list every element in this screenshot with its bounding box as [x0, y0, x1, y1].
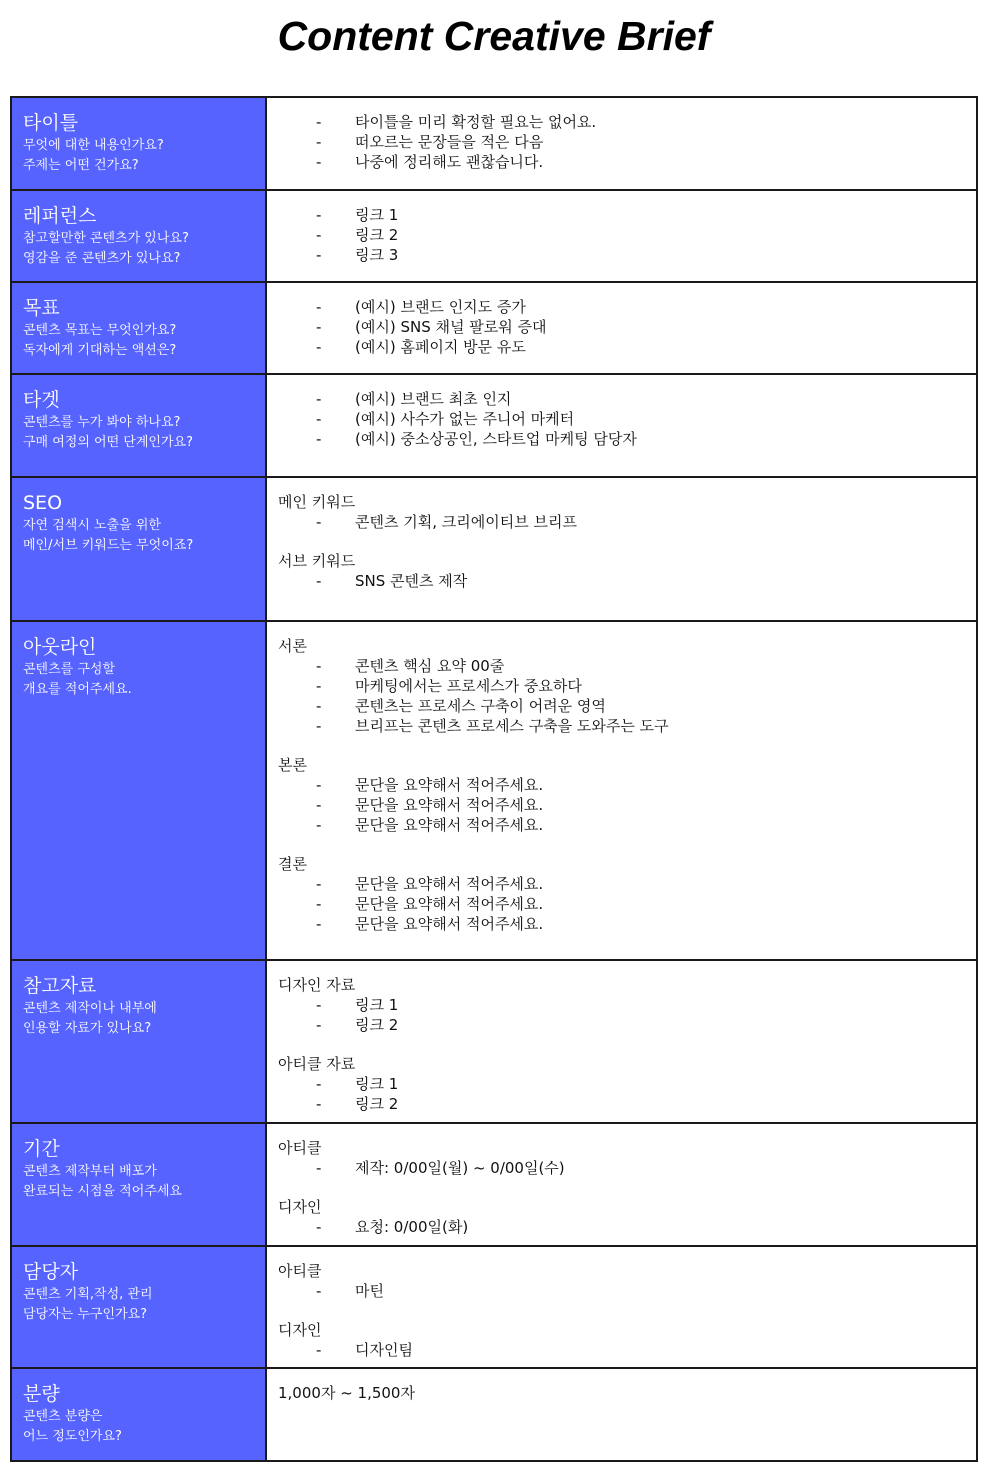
bullet-item: - 콘텐츠는 프로세스 구축이 어려운 영역 — [316, 697, 606, 715]
bullet-item: - (예시) 브랜드 최초 인지 — [316, 390, 512, 408]
row-reference — [11, 190, 977, 282]
group-title: 아티클 — [278, 1262, 322, 1280]
group-title: 디자인 — [278, 1198, 322, 1216]
group-title: 디자인 자료 — [278, 976, 356, 994]
row-subtitle: 완료되는 시점을 적어주세요 — [23, 1184, 182, 1199]
row-subtitle: 콘텐츠 분량은 — [23, 1409, 103, 1424]
bullet-item: - 요청: 0/00일(화) — [316, 1218, 469, 1236]
content-group — [278, 854, 966, 934]
row-subtitle: 인용할 자료가 있나요? — [23, 1021, 152, 1036]
group-title: 서론 — [278, 637, 307, 655]
bullet-item: - 타이틀을 미리 확정할 필요는 없어요. — [316, 113, 597, 131]
document-title: Content Creative Brief — [277, 13, 711, 59]
bullet-item: - (예시) 홈페이지 방문 유도 — [316, 338, 526, 356]
content-cell-title[interactable] — [266, 97, 977, 190]
row-heading: SEO — [23, 492, 63, 514]
row-heading: 타이틀 — [23, 112, 79, 134]
row-outline — [11, 621, 977, 960]
row-owner — [11, 1246, 977, 1368]
label-cell-goal — [11, 282, 266, 374]
row-heading: 아웃라인 — [23, 636, 97, 658]
row-subtitle: 콘텐츠를 구성할 — [23, 662, 116, 677]
row-target — [11, 374, 977, 477]
row-subtitle: 참고할만한 콘텐츠가 있나요? — [23, 231, 189, 246]
row-heading: 목표 — [23, 297, 60, 319]
bullet-item: - 링크 1 — [316, 1075, 399, 1093]
content-group — [278, 755, 966, 835]
content-cell-length[interactable] — [266, 1368, 977, 1461]
bullet-item: - SNS 콘텐츠 제작 — [316, 572, 468, 590]
group-title: 디자인 — [278, 1321, 322, 1339]
group-title: 서브 키워드 — [278, 552, 356, 570]
content-cell-materials[interactable] — [266, 960, 977, 1123]
row-heading: 기간 — [23, 1138, 60, 1160]
bullet-item: - 링크 2 — [316, 226, 399, 244]
bullet-item: - (예시) 사수가 없는 주니어 마케터 — [316, 410, 575, 428]
row-subtitle: 영감을 준 콘텐츠가 있나요? — [23, 251, 181, 266]
content-group — [278, 1054, 966, 1114]
group-title: 메인 키워드 — [278, 493, 356, 511]
content-cell-target[interactable] — [266, 374, 977, 477]
row-heading: 레퍼런스 — [23, 205, 97, 227]
bullet-item: - (예시) 브랜드 인지도 증가 — [316, 298, 526, 316]
content-group — [278, 1320, 966, 1360]
content-group — [278, 636, 966, 736]
row-period — [11, 1123, 977, 1246]
group-title: 결론 — [278, 855, 307, 873]
label-cell-period — [11, 1123, 266, 1246]
row-subtitle: 어느 정도인가요? — [23, 1429, 122, 1444]
content-cell-owner[interactable] — [266, 1246, 977, 1368]
bullet-item: - 문단을 요약해서 적어주세요. — [316, 895, 544, 913]
content-group — [278, 975, 966, 1035]
row-length — [11, 1368, 977, 1461]
row-subtitle: 콘텐츠를 누가 봐야 하나요? — [23, 415, 181, 430]
content-cell-seo[interactable] — [266, 477, 977, 621]
row-heading: 참고자료 — [23, 975, 97, 997]
row-subtitle: 메인/서브 키워드는 무엇이죠? — [23, 538, 194, 553]
label-cell-target — [11, 374, 266, 477]
row-subtitle: 주제는 어떤 건가요? — [23, 158, 139, 173]
group-title: 아티클 — [278, 1139, 322, 1157]
bullet-item: - 링크 2 — [316, 1095, 399, 1113]
bullet-item: - 문단을 요약해서 적어주세요. — [316, 915, 544, 933]
bullet-item: - 링크 1 — [316, 996, 399, 1014]
label-cell-title — [11, 97, 266, 190]
length-value: 1,000자 ~ 1,500자 — [278, 1384, 415, 1402]
bullet-item: - 떠오르는 문장들을 적은 다음 — [316, 133, 544, 151]
label-cell-materials — [11, 960, 266, 1123]
bullet-item: - 링크 2 — [316, 1016, 399, 1034]
row-materials — [11, 960, 977, 1123]
row-heading: 타겟 — [23, 389, 60, 411]
bullet-item: - 링크 3 — [316, 246, 399, 264]
label-cell-outline — [11, 621, 266, 960]
bullet-item: - (예시) 중소상공인, 스타트업 마케팅 담당자 — [316, 430, 637, 448]
row-subtitle: 개요를 적어주세요. — [23, 682, 132, 697]
bullet-item: - 문단을 요약해서 적어주세요. — [316, 875, 544, 893]
bullet-item: - 브리프는 콘텐츠 프로세스 구축을 도와주는 도구 — [316, 717, 669, 735]
content-group — [278, 1197, 966, 1237]
content-group — [278, 1261, 966, 1301]
bullet-item: - 제작: 0/00일(월) ~ 0/00일(수) — [316, 1159, 565, 1177]
row-subtitle: 콘텐츠 제작이나 내부에 — [23, 1001, 157, 1016]
label-cell-owner — [11, 1246, 266, 1368]
bullet-item: - 콘텐츠 핵심 요약 00줄 — [316, 657, 505, 675]
bullet-item: - 나중에 정리해도 괜찮습니다. — [316, 153, 544, 171]
row-subtitle: 콘텐츠 목표는 무엇인가요? — [23, 323, 177, 338]
row-title — [11, 97, 977, 190]
row-subtitle: 독자에게 기대하는 액션은? — [23, 343, 177, 358]
label-cell-seo — [11, 477, 266, 621]
row-subtitle: 콘텐츠 제작부터 배포가 — [23, 1164, 157, 1179]
brief-table — [10, 96, 978, 1462]
row-subtitle: 담당자는 누구인가요? — [23, 1307, 148, 1322]
content-cell-outline[interactable] — [266, 621, 977, 960]
group-title: 아티클 자료 — [278, 1055, 356, 1073]
label-cell-reference — [11, 190, 266, 282]
row-heading: 담당자 — [23, 1261, 79, 1283]
content-cell-reference[interactable] — [266, 190, 977, 282]
row-subtitle: 무엇에 대한 내용인가요? — [23, 138, 164, 153]
row-heading: 분량 — [23, 1383, 60, 1405]
bullet-item: - 문단을 요약해서 적어주세요. — [316, 796, 544, 814]
row-goal — [11, 282, 977, 374]
bullet-item: - 디자인팀 — [316, 1341, 413, 1359]
row-seo — [11, 477, 977, 621]
group-title: 본론 — [278, 756, 307, 774]
bullet-item: - 문단을 요약해서 적어주세요. — [316, 776, 544, 794]
row-subtitle: 구매 여정의 어떤 단계인가요? — [23, 435, 193, 450]
content-cell-goal[interactable] — [266, 282, 977, 374]
content-cell-period[interactable] — [266, 1123, 977, 1246]
bullet-item: - 링크 1 — [316, 206, 399, 224]
row-subtitle: 자연 검색시 노출을 위한 — [23, 518, 161, 533]
content-group — [278, 1138, 966, 1178]
bullet-item: - 콘텐츠 기획, 크리에이티브 브리프 — [316, 513, 577, 531]
label-cell-length — [11, 1368, 266, 1461]
row-subtitle: 콘텐츠 기획,작성, 관리 — [23, 1287, 153, 1302]
content-group — [278, 551, 966, 591]
bullet-item: - (예시) SNS 채널 팔로워 증대 — [316, 318, 547, 336]
bullet-item: - 마틴 — [316, 1282, 384, 1300]
bullet-item: - 마케팅에서는 프로세스가 중요하다 — [316, 677, 582, 695]
bullet-item: - 문단을 요약해서 적어주세요. — [316, 816, 544, 834]
content-group — [278, 492, 966, 532]
